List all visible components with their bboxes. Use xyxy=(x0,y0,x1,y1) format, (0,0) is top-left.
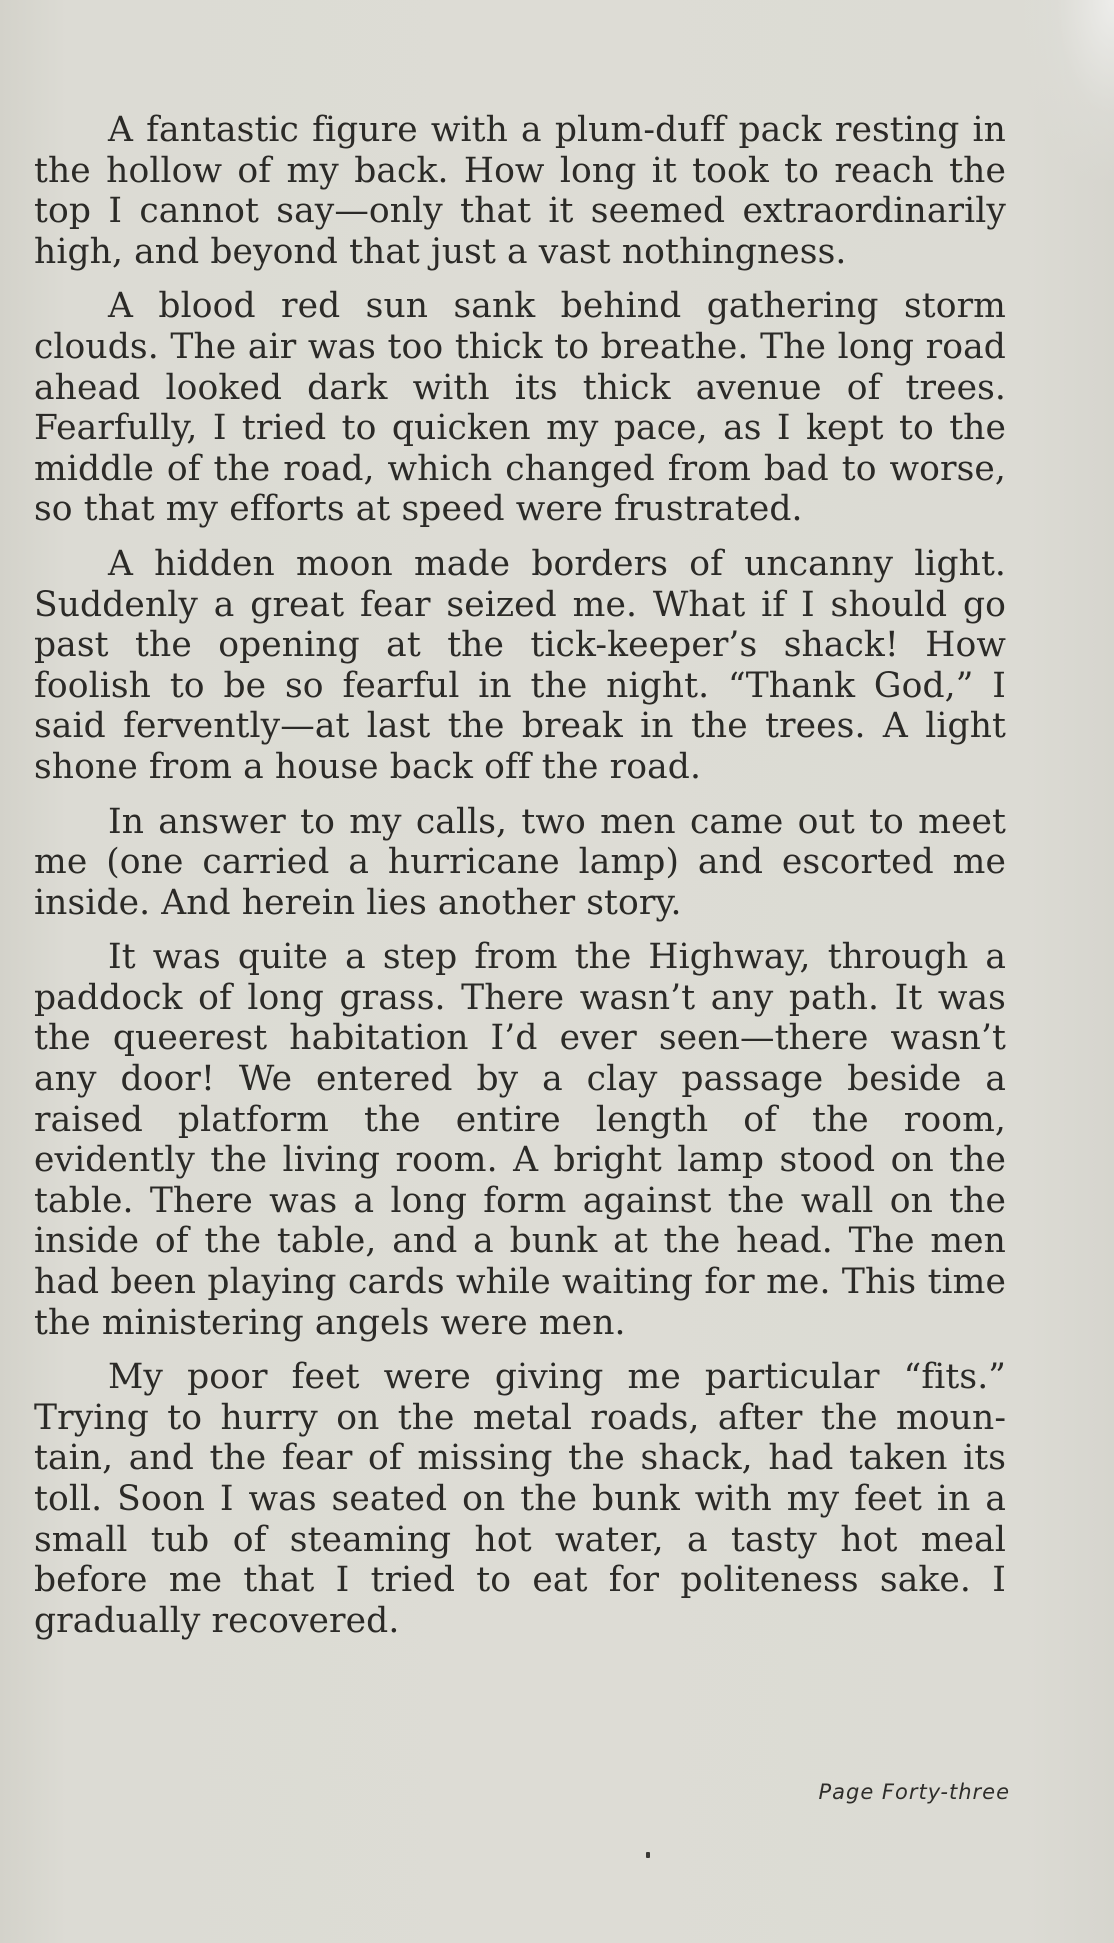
ink-speck xyxy=(646,1852,650,1858)
paragraph-3: A hidden moon made borders of uncanny light. Suddenly a great fear seized me. What if I should go past the opening at the tick-keeper’s shack! How foolish to be so fearful in the night. “Thank God,” I said fervently—at last the break in the trees. A light shone from a house back off the road. xyxy=(34,543,1006,787)
body-text xyxy=(34,110,1006,1641)
paragraph-4: In answer to my calls, two men came out to meet me (one carried a hurricane lamp) and escorted me inside. And herein lies another story. xyxy=(34,801,1006,923)
page-edge-highlight xyxy=(1024,0,1114,180)
paragraph-2: A blood red sun sank behind gathering storm clouds. The air was too thick to breathe. The long road ahead looked dark with its thick avenue of trees. Fearfully, I tried to quicken my pace, as I kept to the middle of the road, which changed from bad to worse, so that my efforts at speed were frustrated. xyxy=(34,286,1006,530)
paragraph-1: A fantastic figure with a plum-duff pack resting in the hollow of my back. How long it took to reach the top I cannot say—only that it seemed extraordinarily high, and beyond that just a vast nothingness. xyxy=(34,110,1006,272)
paragraph-6: My poor feet were giving me particular “fits.” Trying to hurry on the metal roads, after the mountain, and the fear of missing the shack, had taken its toll. Soon I was seated on the bunk with my feet in a small tub of steaming hot water, a tasty hot meal before me that I tried to eat for politeness sake. I gradually recovered. xyxy=(34,1357,1006,1641)
paragraph-5: It was quite a step from the Highway, through a paddock of long grass. There wasn’t any path. It was the queerest habitation I’d ever seen—there wasn’t any door! We entered by a clay passage beside a raised platform the entire length of the room, evidently the living room. A bright lamp stood on the table. There was a long form against the wall on the inside of the table, and a bunk at the head. The men had been playing cards while waiting for me. This time the ministering angels were men. xyxy=(34,937,1006,1343)
page-number: Page Forty-three xyxy=(818,1780,1010,1804)
